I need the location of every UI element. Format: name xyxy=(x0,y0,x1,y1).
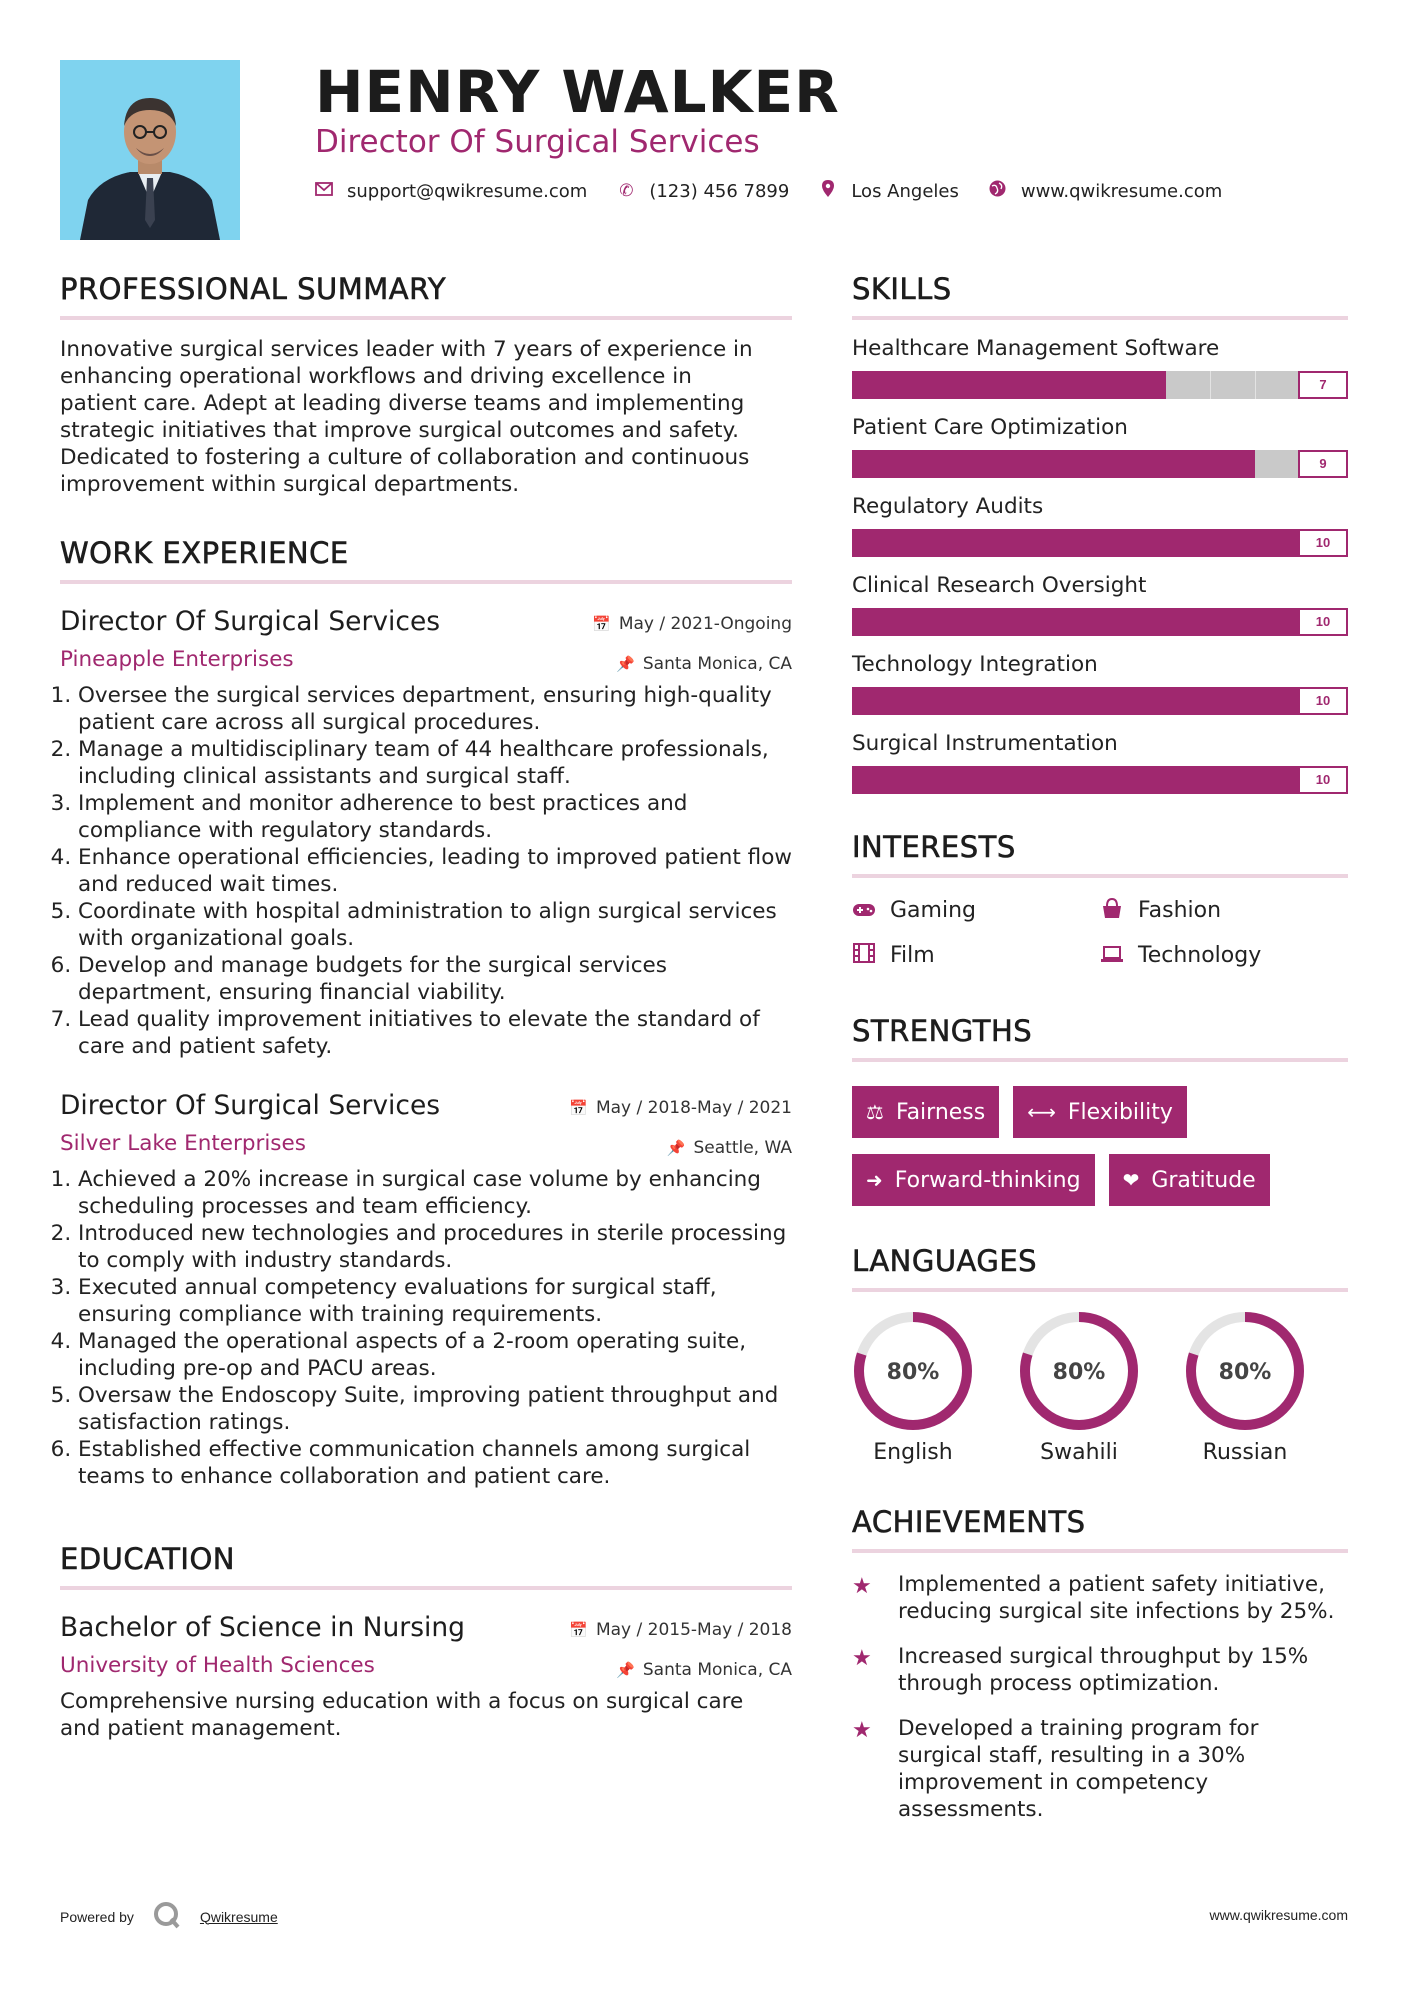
skill-bar-fill xyxy=(852,687,1300,715)
pushpin-icon: 📌 xyxy=(616,655,635,673)
pushpin-icon: 📌 xyxy=(616,1661,635,1679)
profile-photo xyxy=(60,60,240,240)
list-item: 3. Implement and monitor adherence to best practices and compliance with regulatory standards. xyxy=(78,790,792,844)
interest-item xyxy=(852,943,1100,968)
strength-label: Fairness xyxy=(895,1099,986,1125)
interest-label: Technology xyxy=(1138,943,1262,968)
job-dates-text: May / 2018-May / 2021 xyxy=(595,1098,792,1118)
achievement-line: Increased surgical throughput by 15% xyxy=(898,1644,1309,1669)
list-item: 1. Oversee the surgical services department, ensuring high-quality patient care across all surgical procedures. xyxy=(78,682,792,736)
language-item xyxy=(1018,1310,1140,1465)
achievement-item xyxy=(852,1571,1348,1625)
education-entry xyxy=(60,1612,792,1742)
film-icon xyxy=(852,943,876,968)
achievement-line: improvement in competency xyxy=(898,1770,1209,1795)
achievement-line: Implemented a patient safety initiative, xyxy=(898,1572,1325,1597)
list-item: 1. Achieved a 20% increase in surgical case volume by enhancing scheduling processes and team efficiency. xyxy=(78,1166,792,1220)
job-dates xyxy=(569,1098,792,1118)
achievement-item xyxy=(852,1643,1348,1697)
language-progress-ring xyxy=(1184,1310,1306,1432)
skill-name: Patient Care Optimization xyxy=(852,415,1128,440)
skill-item xyxy=(852,652,1348,715)
summary-line: patient care. Adept at leading diverse teams and implementing xyxy=(60,391,745,416)
strength-badge xyxy=(852,1086,999,1138)
section-divider xyxy=(60,1586,792,1590)
shopping-bag-icon xyxy=(1100,898,1124,923)
skill-level-bar xyxy=(852,766,1348,794)
strength-badge xyxy=(1109,1154,1270,1206)
skill-level-bar xyxy=(852,687,1348,715)
list-item: 4. Managed the operational aspects of a 2-room operating suite, including pre-op and PACU areas. xyxy=(78,1328,792,1382)
skills-section xyxy=(852,272,1348,794)
section-heading: SKILLS xyxy=(852,272,952,306)
section-heading: INTERESTS xyxy=(852,830,1016,864)
achievement-line: Developed a training program for xyxy=(898,1716,1259,1741)
language-item xyxy=(852,1310,974,1465)
email-text: support@qwikresume.com xyxy=(347,180,588,202)
achievements-section xyxy=(852,1505,1348,1823)
interest-item xyxy=(1100,943,1348,968)
website-text: www.qwikresume.com xyxy=(1020,180,1223,202)
skill-level-bar xyxy=(852,450,1348,478)
section-divider xyxy=(852,1058,1348,1062)
job-bullets xyxy=(60,682,792,1060)
strength-label: Gratitude xyxy=(1151,1167,1256,1193)
achievement-line: assessments. xyxy=(898,1797,1044,1822)
skill-bar-segment xyxy=(1255,371,1256,399)
section-heading: EDUCATION xyxy=(60,1542,236,1576)
skill-item xyxy=(852,731,1348,794)
star-icon: ★ xyxy=(852,1573,872,1598)
list-item: 2. Manage a multidisciplinary team of 44 healthcare professionals, including clinical assistants and surgical staff. xyxy=(78,736,792,790)
summary-line: improvement within surgical departments. xyxy=(60,472,520,497)
list-item: 4. Enhance operational efficiencies, leading to improved patient flow and reduced wait times. xyxy=(78,844,792,898)
language-name: Swahili xyxy=(1040,1440,1118,1465)
skill-score: 7 xyxy=(1298,371,1348,399)
degree-title: Bachelor of Science in Nursing xyxy=(60,1612,465,1643)
left-column xyxy=(60,272,792,1742)
summary-line: strategic initiatives that improve surgical outcomes and safety. xyxy=(60,418,739,443)
laptop-icon xyxy=(1100,944,1124,968)
achievement-text xyxy=(898,1643,1308,1697)
education-location xyxy=(616,1660,792,1680)
language-progress-ring xyxy=(1018,1310,1140,1432)
powered-by-text: Powered by xyxy=(60,1908,134,1925)
job-location-text: Santa Monica, CA xyxy=(642,654,792,674)
strength-label: Flexibility xyxy=(1067,1099,1173,1125)
skill-score: 10 xyxy=(1298,766,1348,794)
section-divider xyxy=(852,316,1348,320)
list-item: 7. Lead quality improvement initiatives to elevate the standard of care and patient safety. xyxy=(78,1006,792,1060)
education-section xyxy=(60,1542,792,1742)
skill-bar-fill xyxy=(852,529,1300,557)
contact-phone[interactable] xyxy=(617,181,789,202)
skill-name: Surgical Instrumentation xyxy=(852,731,1118,756)
languages-section xyxy=(852,1244,1348,1465)
job-dates-text: May / 2021-Ongoing xyxy=(618,614,792,634)
skill-level-bar xyxy=(852,371,1348,399)
job-title: Director Of Surgical Services xyxy=(60,606,441,637)
language-name: English xyxy=(873,1440,953,1465)
language-percent: 80% xyxy=(1218,1360,1272,1385)
skills-list xyxy=(852,336,1348,794)
star-icon: ★ xyxy=(852,1645,872,1670)
section-heading: LANGUAGES xyxy=(852,1244,1038,1278)
job-company: Pineapple Enterprises xyxy=(60,647,294,672)
job-company: Silver Lake Enterprises xyxy=(60,1131,306,1156)
list-item: 6. Established effective communication channels among surgical teams to enhance collaboration and patient care. xyxy=(78,1436,792,1490)
qwikresume-link[interactable]: Qwikresume xyxy=(199,1908,278,1925)
interest-label: Film xyxy=(890,943,935,968)
achievement-text xyxy=(898,1571,1334,1625)
school-name: University of Health Sciences xyxy=(60,1653,375,1678)
job-title: Director Of Surgical Services xyxy=(60,1090,441,1121)
list-item: 5. Coordinate with hospital administration to align surgical services with organizational goals. xyxy=(78,898,792,952)
language-percent: 80% xyxy=(886,1360,940,1385)
balance-scale-icon: ⚖ xyxy=(866,1100,884,1124)
arrows-horizontal-icon: ⟷ xyxy=(1027,1100,1056,1124)
skill-bar-fill xyxy=(852,608,1300,636)
strength-label: Forward-thinking xyxy=(894,1167,1081,1193)
experience-section xyxy=(60,536,792,1490)
skill-name: Regulatory Audits xyxy=(852,494,1044,519)
interest-item xyxy=(1100,898,1348,923)
section-divider xyxy=(852,1549,1348,1553)
globe-icon xyxy=(989,180,1007,202)
summary-text xyxy=(60,336,792,498)
achievement-line: surgical staff, resulting in a 30% xyxy=(898,1743,1246,1768)
education-desc-line: Comprehensive nursing education with a focus on surgical care xyxy=(60,1689,744,1714)
person-photo-icon xyxy=(60,60,240,240)
calendar-icon: 📅 xyxy=(592,615,611,633)
envelope-icon xyxy=(315,181,333,201)
contact-bar xyxy=(315,180,1252,202)
education-desc-line: and patient management. xyxy=(60,1716,342,1741)
job-location xyxy=(667,1138,792,1158)
job-location-text: Seattle, WA xyxy=(693,1138,792,1158)
skill-name: Clinical Research Oversight xyxy=(852,573,1147,598)
education-dates-text: May / 2015-May / 2018 xyxy=(595,1620,792,1640)
footer-powered-by xyxy=(60,1900,278,1933)
skill-item xyxy=(852,336,1348,399)
arrow-right-icon: ➜ xyxy=(866,1168,883,1192)
achievement-item xyxy=(852,1715,1348,1823)
right-column xyxy=(852,272,1348,1823)
job-entry xyxy=(60,1090,792,1490)
language-item xyxy=(1184,1310,1306,1465)
contact-location xyxy=(819,180,959,202)
summary-section xyxy=(60,272,792,498)
skill-name: Healthcare Management Software xyxy=(852,336,1220,361)
map-marker-icon xyxy=(819,180,837,202)
contact-website[interactable] xyxy=(989,180,1222,202)
candidate-name: HENRY WALKER xyxy=(315,58,840,126)
skill-score: 10 xyxy=(1298,529,1348,557)
skill-bar-fill xyxy=(852,371,1166,399)
skill-item xyxy=(852,573,1348,636)
language-progress-ring xyxy=(852,1310,974,1432)
strength-badge xyxy=(1013,1086,1187,1138)
gamepad-icon xyxy=(852,899,876,923)
phone-icon: ✆ xyxy=(619,181,634,201)
summary-line: Dedicated to fostering a culture of collaboration and continuous xyxy=(60,445,750,470)
job-dates xyxy=(592,614,792,634)
skill-level-bar xyxy=(852,608,1348,636)
language-name: Russian xyxy=(1202,1440,1288,1465)
list-item: 6. Develop and manage budgets for the surgical services department, ensuring financial viability. xyxy=(78,952,792,1006)
skill-item xyxy=(852,415,1348,478)
skill-bar-segment xyxy=(1210,371,1211,399)
achievement-line: reducing surgical site infections by 25%. xyxy=(898,1599,1335,1624)
interest-label: Gaming xyxy=(890,898,976,923)
interest-item xyxy=(852,898,1100,923)
candidate-title: Director Of Surgical Services xyxy=(315,124,760,160)
language-percent: 80% xyxy=(1052,1360,1106,1385)
skill-score: 9 xyxy=(1298,450,1348,478)
education-dates xyxy=(569,1620,792,1640)
achievement-line: through process optimization. xyxy=(898,1671,1220,1696)
skill-score: 10 xyxy=(1298,608,1348,636)
strength-badge xyxy=(852,1154,1095,1206)
section-divider xyxy=(852,1288,1348,1292)
section-divider xyxy=(852,874,1348,878)
location-text: Los Angeles xyxy=(851,180,959,202)
skill-bar-fill xyxy=(852,450,1255,478)
section-heading: STRENGTHS xyxy=(852,1014,1033,1048)
strengths-section xyxy=(852,1014,1348,1206)
interests-section xyxy=(852,830,1348,968)
list-item: 2. Introduced new technologies and procedures in sterile processing to comply with industry standards. xyxy=(78,1220,792,1274)
qwikresume-logo-icon xyxy=(152,1900,182,1933)
pushpin-icon: 📌 xyxy=(666,1139,686,1157)
heart-icon: ❤ xyxy=(1122,1168,1140,1192)
job-location xyxy=(616,654,792,674)
languages-list xyxy=(852,1310,1348,1465)
skill-name: Technology Integration xyxy=(852,652,1098,677)
section-heading: ACHIEVEMENTS xyxy=(852,1505,1086,1539)
section-divider xyxy=(60,580,792,584)
section-heading: PROFESSIONAL SUMMARY xyxy=(60,272,447,306)
section-divider xyxy=(60,316,792,320)
education-description xyxy=(60,1688,792,1742)
phone-text: (123) 456 7899 xyxy=(649,180,790,202)
skill-level-bar xyxy=(852,529,1348,557)
summary-line: enhancing operational workflows and driving excellence in xyxy=(60,364,692,389)
footer-website[interactable]: www.qwikresume.com xyxy=(1209,1907,1348,1923)
list-item: 3. Executed annual competency evaluations for surgical staff, ensuring compliance with training requirements. xyxy=(78,1274,792,1328)
strengths-list xyxy=(852,1086,1348,1206)
interests-list xyxy=(852,898,1348,968)
skill-bar-fill xyxy=(852,766,1300,794)
job-bullets xyxy=(60,1166,792,1490)
interest-label: Fashion xyxy=(1138,898,1222,923)
calendar-icon: 📅 xyxy=(569,1621,588,1639)
skill-item xyxy=(852,494,1348,557)
list-item: 5. Oversaw the Endoscopy Suite, improving patient throughput and satisfaction ratings. xyxy=(78,1382,792,1436)
contact-email[interactable] xyxy=(315,181,587,202)
star-icon: ★ xyxy=(852,1717,872,1742)
job-entry xyxy=(60,606,792,1060)
section-heading: WORK EXPERIENCE xyxy=(60,536,349,570)
calendar-icon: 📅 xyxy=(569,1099,588,1117)
achievement-text xyxy=(898,1715,1259,1823)
summary-line: Innovative surgical services leader with 7 years of experience in xyxy=(60,337,753,362)
skill-score: 10 xyxy=(1298,687,1348,715)
education-location-text: Santa Monica, CA xyxy=(642,1660,792,1680)
